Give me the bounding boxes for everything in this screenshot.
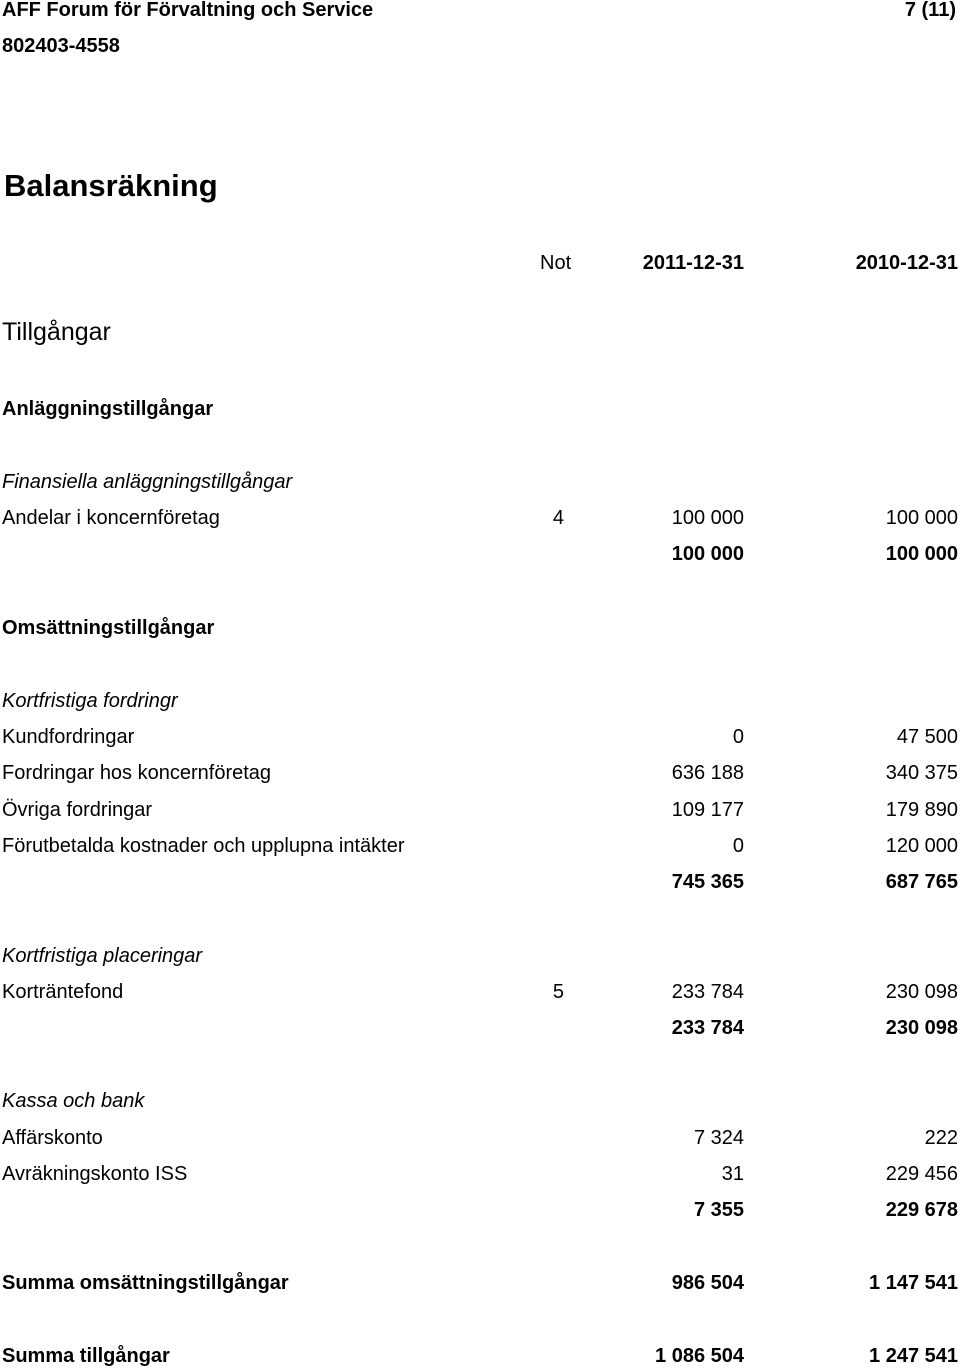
row-value-2011: 233 784 [671, 981, 744, 1003]
row-value-2010: 229 456 [885, 1163, 958, 1185]
row-value-2011: 7 355 [693, 1199, 744, 1221]
row-value-2010: 229 678 [885, 1199, 958, 1221]
row-value-2010: 222 [924, 1127, 958, 1149]
row-label: Kortfristiga placeringar [2, 945, 203, 967]
row-label: Korträntefond [2, 981, 124, 1003]
subtotal-row [0, 542, 960, 566]
row-label: Summa omsättningstillgångar [2, 1272, 289, 1294]
total-row-current-assets [0, 1271, 960, 1295]
row-value-2010: 340 375 [885, 762, 958, 784]
group-heading [0, 397, 960, 421]
row-value-2011: 986 504 [671, 1272, 744, 1294]
table-row [0, 834, 960, 858]
subgroup-heading [0, 689, 960, 713]
row-value-2011: 745 365 [671, 871, 744, 893]
row-note: 5 [552, 981, 564, 1003]
row-note: 4 [552, 507, 564, 529]
row-label: Förutbetalda kostnader och upplupna intäkter [2, 835, 405, 857]
row-value-2010: 120 000 [885, 835, 958, 857]
row-value-2011: 100 000 [671, 543, 744, 565]
row-label: Andelar i koncernföretag [2, 507, 220, 529]
row-label: Anläggningstillgångar [2, 398, 214, 420]
row-value-2011: 31 [721, 1163, 744, 1185]
row-label: Övriga fordringar [2, 799, 153, 821]
table-row [0, 1126, 960, 1150]
row-label: Kundfordringar [2, 726, 135, 748]
row-value-2010: 687 765 [885, 871, 958, 893]
row-label: Fordringar hos koncernföretag [2, 762, 272, 784]
table-row [0, 1162, 960, 1186]
group-heading [0, 616, 960, 640]
page-number: 7 (11) [904, 0, 956, 21]
total-row-assets [0, 1344, 960, 1368]
row-value-2011: 0 [732, 835, 744, 857]
subtotal-row [0, 1198, 960, 1222]
row-value-2010: 100 000 [885, 543, 958, 565]
row-value-2011: 636 188 [671, 762, 744, 784]
row-label: Kassa och bank [2, 1090, 145, 1112]
row-value-2011: 0 [732, 726, 744, 748]
row-value-2010: 47 500 [896, 726, 958, 748]
subtotal-row [0, 1016, 960, 1040]
row-value-2011: 100 000 [671, 507, 744, 529]
column-header-note: Not [540, 252, 572, 274]
table-row [0, 980, 960, 1004]
row-label: Summa tillgångar [2, 1345, 170, 1367]
subgroup-heading [0, 470, 960, 494]
table-row [0, 761, 960, 785]
page-title: Balansräkning [4, 168, 218, 203]
row-value-2010: 179 890 [885, 799, 958, 821]
row-label: Omsättningstillgångar [2, 617, 215, 639]
row-value-2010: 230 098 [885, 1017, 958, 1039]
row-value-2011: 233 784 [671, 1017, 744, 1039]
subgroup-heading [0, 1089, 960, 1113]
row-value-2011: 1 086 504 [655, 1345, 744, 1367]
row-label: Kortfristiga fordringr [2, 690, 178, 712]
row-label: Avräkningskonto ISS [2, 1163, 188, 1185]
subtotal-row [0, 870, 960, 894]
section-heading-assets: Tillgångar [2, 318, 111, 346]
row-value-2010: 100 000 [885, 507, 958, 529]
table-row [0, 798, 960, 822]
table-row [0, 506, 960, 530]
org-number: 802403-4558 [2, 35, 120, 57]
table-row [0, 725, 960, 749]
row-value-2011: 109 177 [671, 799, 744, 821]
row-label: Finansiella anläggningstillgångar [2, 471, 293, 493]
subgroup-heading [0, 944, 960, 968]
row-value-2010: 230 098 [885, 981, 958, 1003]
row-value-2011: 7 324 [693, 1127, 744, 1149]
row-label: Affärskonto [2, 1127, 103, 1149]
company-name: AFF Forum för Förvaltning och Service [2, 0, 374, 21]
column-header-year2: 2010-12-31 [855, 252, 958, 274]
row-value-2010: 1 247 541 [869, 1345, 958, 1367]
row-value-2010: 1 147 541 [869, 1272, 958, 1294]
column-header-year1: 2011-12-31 [642, 252, 744, 274]
